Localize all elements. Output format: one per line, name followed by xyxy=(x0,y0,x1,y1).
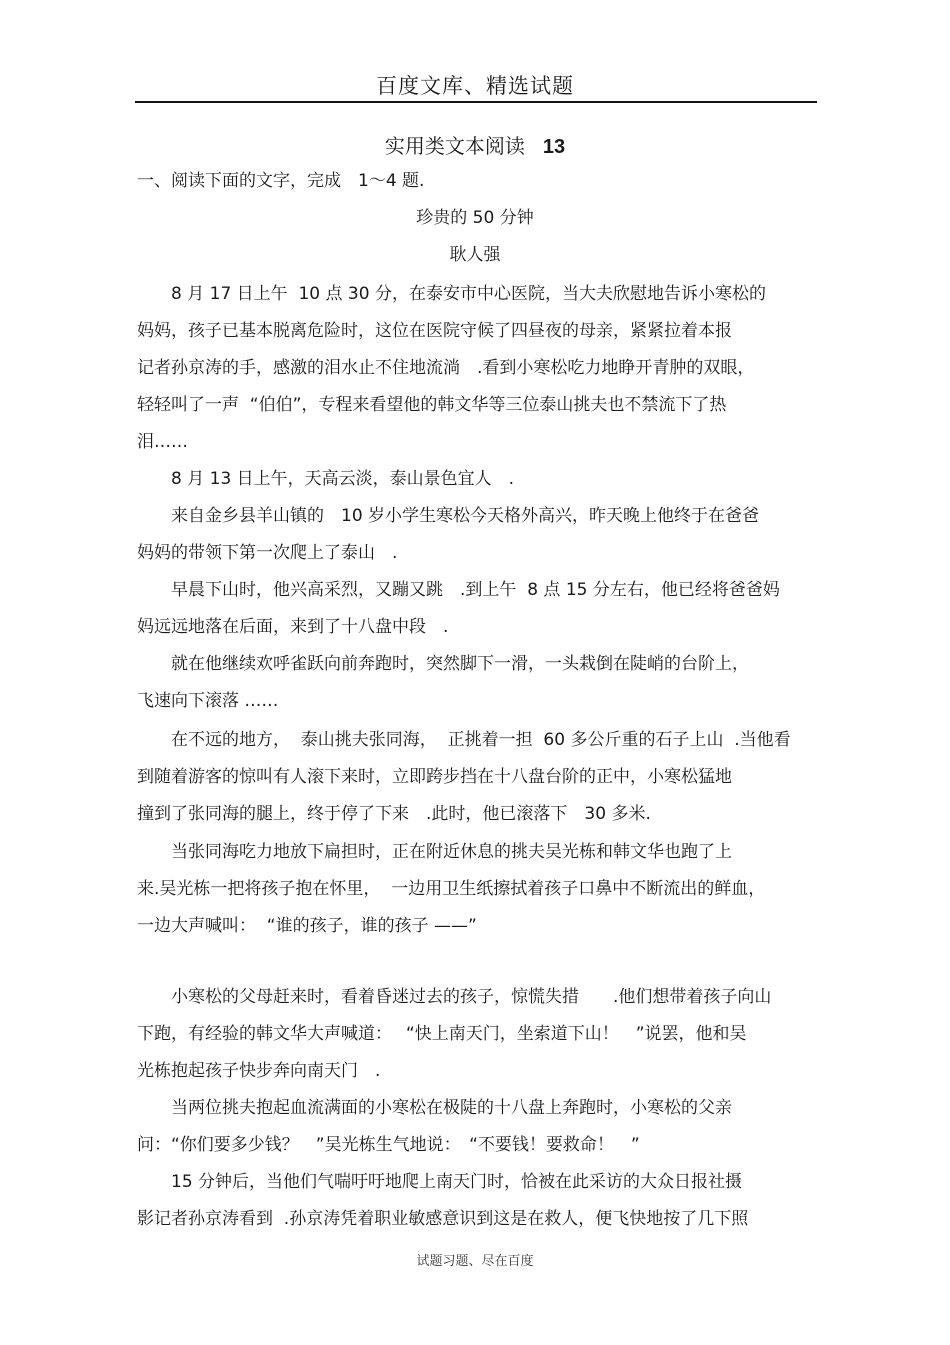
body-line: 下跑，有经验的韩文华大声喊道： “快上南天门，坐索道下山！ ”说罢，他和吴 xyxy=(137,1024,747,1044)
document-title-text: 实用类文本阅读 xyxy=(384,134,525,158)
page-footer: 试题习题、尽在百度 xyxy=(416,1254,534,1269)
body-line: 光栋抱起孩子快步奔向南天门 . xyxy=(137,1061,381,1081)
body-line: 来自金乡县羊山镇的 10 岁小学生寒松今天格外高兴，昨天晚上他终于在爸爸 xyxy=(137,506,760,526)
body-line: 妈妈，孩子已基本脱离危险时，这位在医院守候了四昼夜的母亲，紧紧拉着本报 xyxy=(137,321,732,341)
body-line: 15 分钟后，当他们气喘吁吁地爬上南天门时，恰被在此采访的大众日报社摄 xyxy=(137,1172,743,1192)
body-line: 轻轻叫了一声 “伯伯”，专程来看望他的韩文华等三位泰山挑夫也不禁流下了热 xyxy=(137,395,727,415)
body-line: 8 月 13 日上午，天高云淡，泰山景色宜人 . xyxy=(137,469,515,489)
body-line: 妈妈的带领下第一次爬上了泰山 . xyxy=(137,543,398,563)
body-line: 当张同海吃力地放下扁担时，正在附近休息的挑夫吴光栋和韩文华也跑了上 xyxy=(137,842,732,862)
body-line: 早晨下山时，他兴高采烈，又蹦又跳 .到上午 8 点 15 分左右，他已经将爸爸妈 xyxy=(137,580,780,600)
body-line: 记者孙京涛的手，感激的泪水止不住地流淌 .看到小寒松吃力地睁开青肿的双眼， xyxy=(137,358,755,378)
article-title: 珍贵的 50 分钟 xyxy=(416,208,534,228)
article-author: 耿人强 xyxy=(449,245,501,265)
body-line: 小寒松的父母赶来时，看着昏迷过去的孩子，惊慌失措 .他们想带着孩子向山 xyxy=(137,987,772,1007)
body-line: 影记者孙京涛看到 .孙京涛凭着职业敏感意识到这是在救人，便飞快地按了几下照 xyxy=(137,1209,749,1229)
body-line: 8 月 17 日上午 10 点 30 分，在泰安市中心医院，当大夫欣慰地告诉小寒松的 xyxy=(137,284,766,304)
body-line: 撞到了张同海的腿上，终于停了下来 .此时，他已滚落下 30 多米. xyxy=(137,804,651,824)
body-line: 当两位挑夫抱起血流满面的小寒松在极陡的十八盘上奔跑时，小寒松的父亲 xyxy=(137,1098,732,1118)
body-line: 到随着游客的惊叫有人滚下来时，立即跨步挡在十八盘台阶的正中，小寒松猛地 xyxy=(137,767,732,787)
body-line: 就在他继续欢呼雀跃向前奔跑时，突然脚下一滑，一头栽倒在陡峭的台阶上， xyxy=(137,654,749,674)
body-line: 问：“你们要多少钱？ ”吴光栋生气地说： “不要钱！要救命！ ” xyxy=(137,1135,640,1155)
header-rule xyxy=(135,101,817,103)
body-line: 妈远远地落在后面，来到了十八盘中段 . xyxy=(137,617,449,637)
body-line: 来.吴光栋一把将孩子抱在怀里， 一边用卫生纸擦拭着孩子口鼻中不断流出的鲜血， xyxy=(137,879,766,899)
body-line: 在不远的地方， 泰山挑夫张同海， 正挑着一担 60 多公斤重的石子上山 .当他看 xyxy=(137,730,791,750)
instruction: 一、阅读下面的文字，完成 1～4 题. xyxy=(137,171,425,191)
body-line: 一边大声喊叫： “谁的孩子，谁的孩子 ——” xyxy=(137,916,477,936)
document-title xyxy=(0,130,950,159)
body-line: 飞速向下滚落 …… xyxy=(137,691,279,711)
page-header: 百度文库、精选试题 xyxy=(376,74,574,98)
document-title-number: 13 xyxy=(542,136,566,158)
body-line: 泪…… xyxy=(137,432,188,452)
